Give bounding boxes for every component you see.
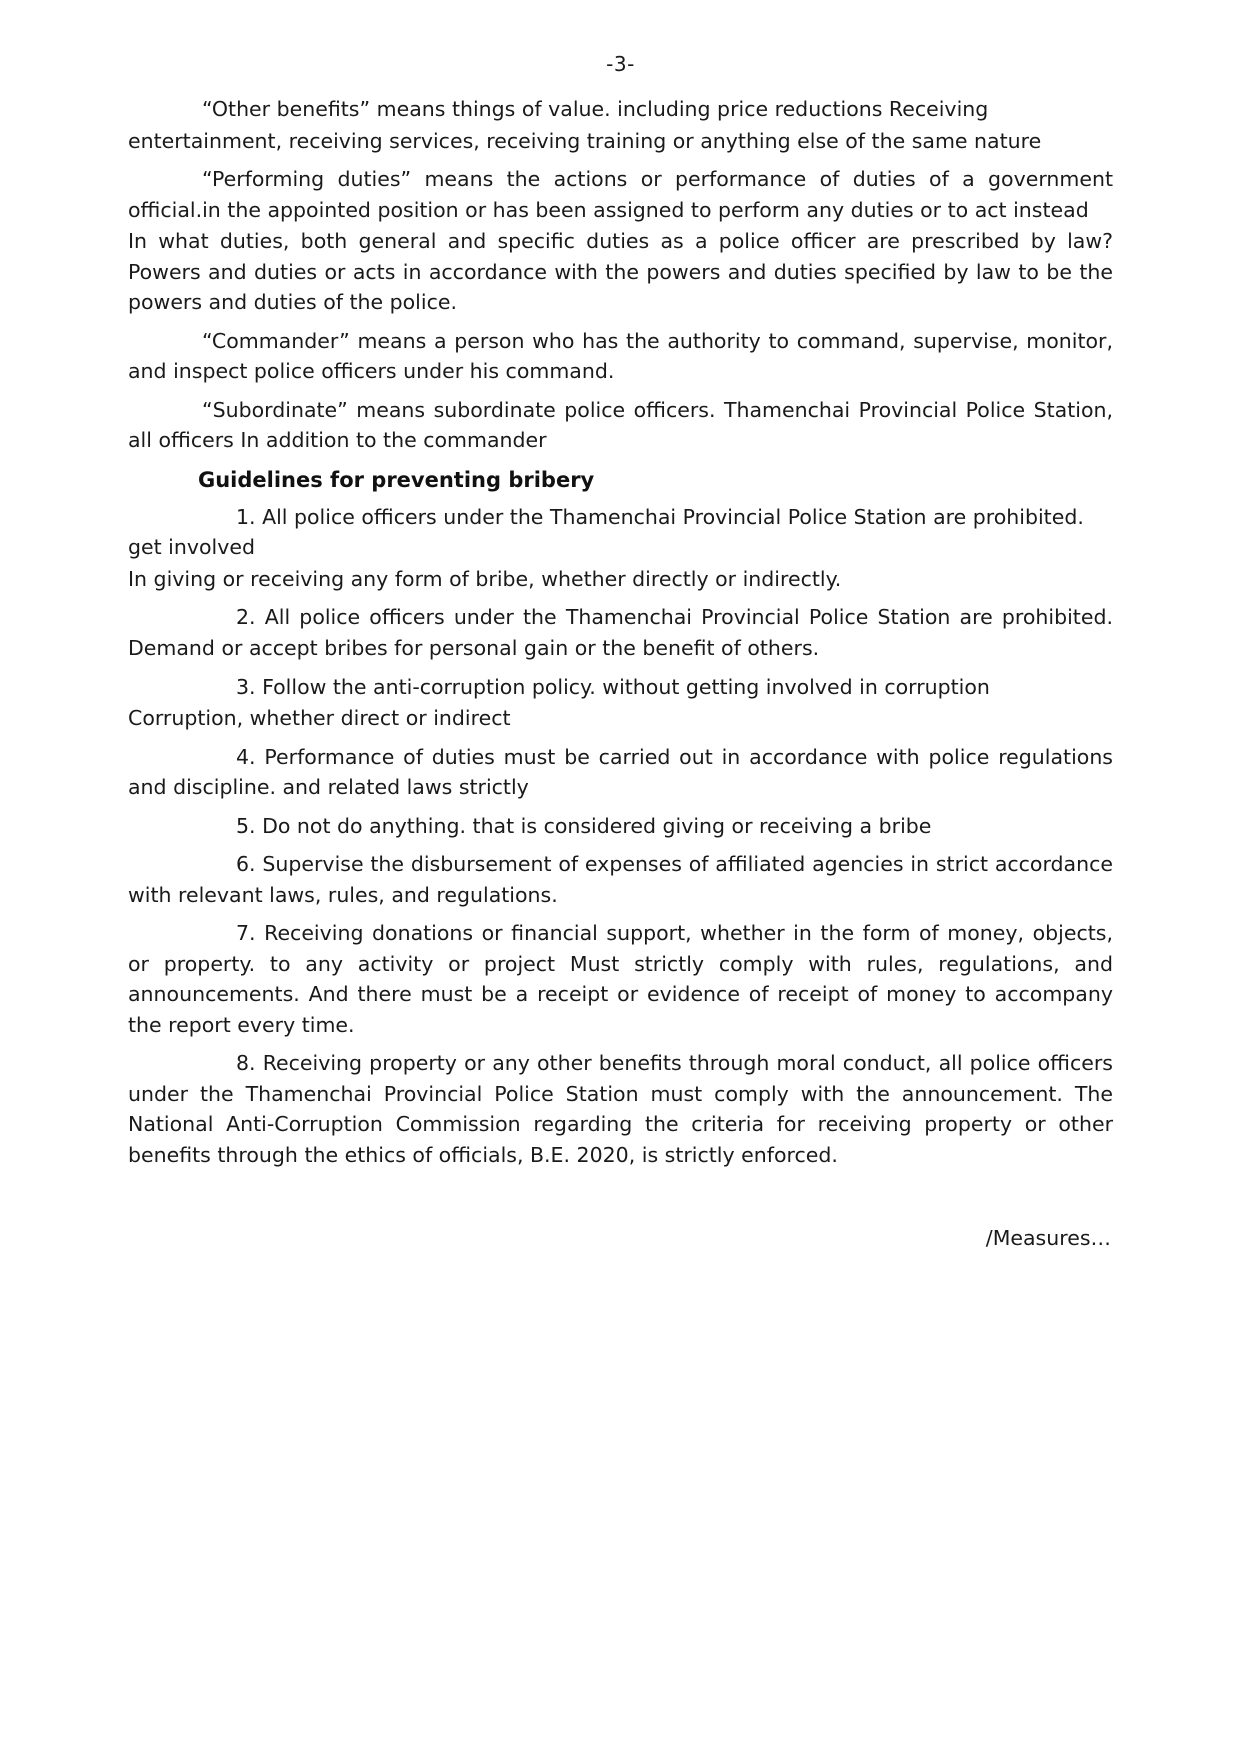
guideline-7: 7. Receiving donations or financial support, whether in the form of money, objects, or property. to any activity or project Must strictly comply with rules, regulations, and announcements. And there must be a receipt or evidence of receipt of money to accompany the report every time. (128, 921, 1113, 1037)
spacer (128, 842, 1113, 849)
page-number: -3- (606, 52, 635, 76)
spacer (128, 388, 1113, 395)
guideline-6: 6. Supervise the disbursement of expenses of affiliated agencies in strict accordance with relevant laws, rules, and regulations. (128, 852, 1113, 907)
guideline-4: 4. Performance of duties must be carried out in accordance with police regulations and discipline. and related laws strictly (128, 744, 1113, 800)
guideline-3-line-2: Corruption, whether direct or indirect (128, 706, 511, 731)
guideline-8: 8. Receiving property or any other benefits through moral conduct, all police officers under the Thamenchai Provincial Police Station must comply with the announcement. The National Anti-Corruption Commission regarding the criteria for receiving property or other benefits through the ethics of officials, B.E. 2020, is strictly enforced. (128, 1051, 1113, 1167)
spacer (128, 804, 1113, 811)
paragraph-what-duties: In what duties, both general and specific duties as a police officer are prescribed by law? Powers and duties or acts in accordance with the powers and duties specified by law to be the powers and duties of the police. (128, 229, 1113, 315)
guideline-1-line-2: In giving or receiving any form of bribe, whether directly or indirectly. (128, 566, 842, 591)
spacer (128, 911, 1113, 918)
spacer (128, 157, 1113, 164)
spacer (128, 1041, 1113, 1048)
guideline-2: 2. All police officers under the Thamenchai Provincial Police Station are prohibited. Demand or accept bribes for personal gain or the benefit of others. (128, 605, 1113, 660)
section-heading-guidelines: Guidelines for preventing bribery (198, 467, 595, 492)
spacer (128, 595, 1113, 602)
guideline-1-line-1: 1. All police officers under the Thamenchai Provincial Police Station are prohibited. get involved (128, 504, 1084, 560)
footer-note: /Measures… (985, 1226, 1111, 1251)
spacer (128, 735, 1113, 742)
guideline-3-line-1: 3. Follow the anti-corruption policy. without getting involved in corruption (236, 674, 990, 699)
spacer (128, 319, 1113, 326)
paragraph-commander: “Commander” means a person who has the authority to command, supervise, monitor, and inspect police officers under his command. (128, 328, 1113, 384)
guideline-5: 5. Do not do anything. that is considered giving or receiving a bribe (236, 813, 932, 838)
spacer (128, 665, 1113, 672)
paragraph-other-benefits: “Other benefits” means things of value. including price reductions Receiving (202, 97, 989, 121)
paragraph-performing-duties: “Performing duties” means the actions or performance of duties of a government official.in the appointed position or has been assigned to perform any duties or to act instead (128, 167, 1113, 222)
paragraph-other-benefits-continued: entertainment, receiving services, receiving training or anything else of the same nature (128, 128, 1042, 153)
paragraph-subordinate: “Subordinate” means subordinate police officers. Thamenchai Provincial Police Station, all officers In addition to the commander (128, 397, 1113, 453)
